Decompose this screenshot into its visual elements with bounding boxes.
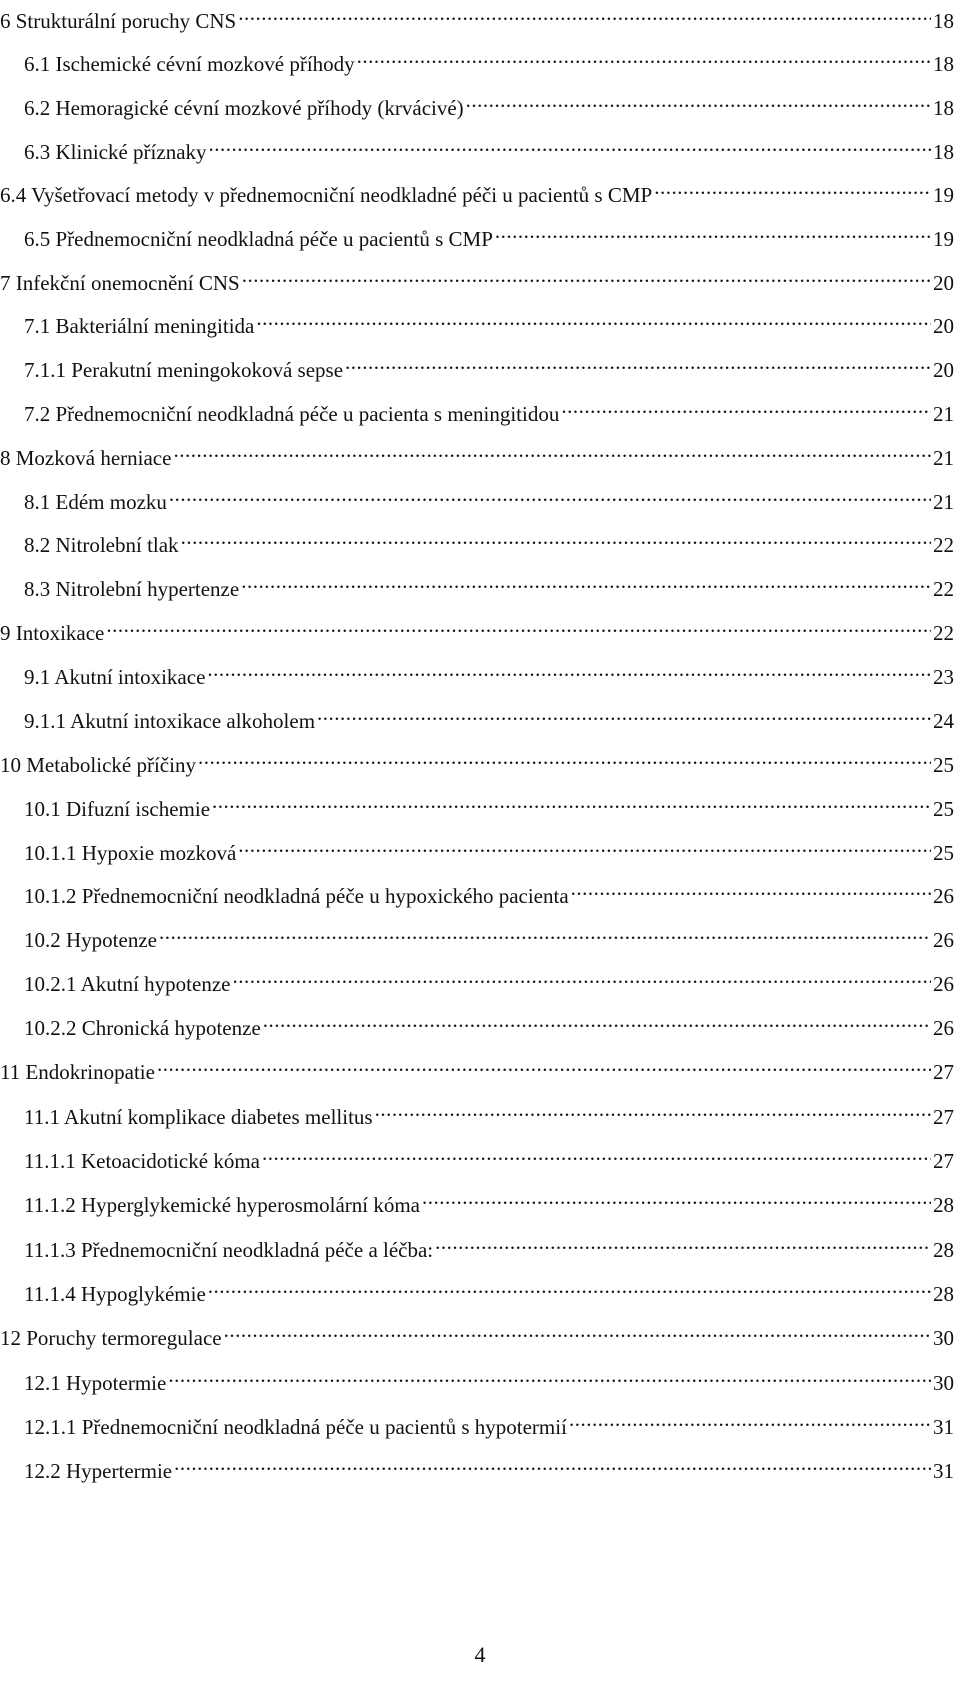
dot-leader — [435, 1227, 931, 1257]
toc-entry-title: 10 Metabolické příčiny — [0, 753, 196, 777]
toc-entry[interactable] — [0, 610, 960, 645]
toc-entry-title: 10.1 Difuzní ischemie — [24, 797, 211, 821]
dot-leader — [173, 435, 931, 465]
toc-entry[interactable] — [0, 1049, 960, 1084]
dot-leader — [212, 786, 931, 816]
page-number: 4 — [474, 1642, 486, 1667]
toc-entry[interactable] — [0, 1138, 960, 1173]
toc-entry-title: 8.1 Edém mozku — [24, 490, 167, 514]
dot-leader — [174, 1448, 931, 1478]
dot-leader — [571, 873, 931, 903]
toc-entry[interactable] — [0, 172, 960, 207]
toc-entry-title: 12 Poruchy termoregulace — [0, 1326, 222, 1350]
dot-leader — [345, 347, 931, 377]
toc-entry-page: 18 — [933, 52, 954, 76]
toc-entry-page: 22 — [933, 577, 954, 601]
dot-leader — [159, 917, 931, 947]
dot-leader — [561, 391, 931, 421]
toc-entry-title: 6.1 Ischemické cévní mozkové příhody — [24, 52, 355, 76]
toc-entry-page: 28 — [933, 1238, 954, 1262]
toc-entry-title: 10.1.2 Přednemocniční neodkladná péče u hypoxického pacienta — [24, 884, 569, 908]
dot-leader — [357, 41, 931, 71]
toc-entry-title: 10.2.2 Chronická hypotenze — [24, 1016, 261, 1040]
toc-entry[interactable] — [0, 303, 960, 338]
toc-entry-title: 9.1.1 Akutní intoxikace alkoholem — [24, 709, 316, 733]
toc-entry[interactable] — [0, 1094, 960, 1129]
toc-entry-title: 7.2 Přednemocniční neodkladná péče u pacienta s meningitidou — [24, 402, 560, 426]
dot-leader — [209, 129, 931, 159]
dot-leader — [242, 260, 931, 290]
toc-entry-title: 11 Endokrinopatie — [0, 1060, 155, 1084]
toc-entry[interactable] — [0, 1271, 960, 1306]
toc-entry[interactable] — [0, 566, 960, 601]
dot-leader — [317, 698, 931, 728]
toc-entry-page: 25 — [933, 753, 954, 777]
toc-entry-page: 28 — [933, 1282, 954, 1306]
toc-entry[interactable] — [0, 391, 960, 426]
dot-leader — [168, 1360, 931, 1390]
toc-entry[interactable] — [0, 347, 960, 382]
toc-entry-title: 10.2.1 Akutní hypotenze — [24, 972, 231, 996]
dot-leader — [256, 303, 931, 333]
toc-entry-title: 7.1 Bakteriální meningitida — [24, 314, 255, 338]
toc-entry-page: 30 — [933, 1326, 954, 1350]
toc-entry-page: 25 — [933, 797, 954, 821]
toc-entry[interactable] — [0, 41, 960, 76]
toc-entry-page: 27 — [933, 1105, 954, 1129]
toc-entry-title: 11.1.2 Hyperglykemické hyperosmolární kóma — [24, 1193, 420, 1217]
toc-entry-title: 10.2 Hypotenze — [24, 928, 157, 952]
toc-entry[interactable] — [0, 479, 960, 514]
toc-entry-page: 28 — [933, 1193, 954, 1217]
toc-entry[interactable] — [0, 873, 960, 908]
toc-entry-page: 26 — [933, 972, 954, 996]
dot-leader — [238, 830, 931, 860]
toc-entry-title: 12.2 Hypertermie — [24, 1459, 173, 1483]
dot-leader — [106, 610, 931, 640]
dot-leader — [495, 216, 931, 246]
toc-entry[interactable] — [0, 1360, 960, 1395]
toc-entry-title: 12.1 Hypotermie — [24, 1371, 167, 1395]
toc-entry-title: 6.3 Klinické příznaky — [24, 140, 207, 164]
toc-entry-page: 20 — [933, 314, 954, 338]
toc-entry-title: 7 Infekční onemocnění CNS — [0, 271, 240, 295]
toc-entry-page: 20 — [933, 271, 954, 295]
dot-leader — [375, 1094, 931, 1124]
toc-entry[interactable] — [0, 830, 960, 865]
toc-entry[interactable] — [0, 654, 960, 689]
toc-entry-page: 31 — [933, 1415, 954, 1439]
toc-entry-page: 26 — [933, 928, 954, 952]
toc-entry[interactable] — [0, 1404, 960, 1439]
toc-entry-page: 30 — [933, 1371, 954, 1395]
toc-entry-page: 20 — [933, 358, 954, 382]
toc-entry-title: 8 Mozková herniace — [0, 446, 172, 470]
toc-entry[interactable] — [0, 522, 960, 557]
toc-entry-title: 11.1.1 Ketoacidotické kóma — [24, 1149, 260, 1173]
dot-leader — [169, 479, 931, 509]
dot-leader — [262, 1138, 931, 1168]
dot-leader — [263, 1005, 931, 1035]
toc-entry-page: 18 — [933, 96, 954, 120]
toc-entry-page: 21 — [933, 446, 954, 470]
toc-entry[interactable] — [0, 1227, 960, 1262]
toc-entry-page: 18 — [933, 9, 954, 33]
toc-entry[interactable] — [0, 961, 960, 996]
toc-entry-title: 11.1.4 Hypoglykémie — [24, 1282, 206, 1306]
toc-entry-title: 12.1.1 Přednemocniční neodkladná péče u pacientů s hypotermií — [24, 1415, 567, 1439]
toc-entry-page: 27 — [933, 1149, 954, 1173]
toc-entry[interactable] — [0, 1315, 960, 1350]
toc-entry-page: 27 — [933, 1060, 954, 1084]
dot-leader — [208, 1271, 931, 1301]
toc-entry-title: 9 Intoxikace — [0, 621, 105, 645]
dot-leader — [422, 1182, 931, 1212]
toc-entry[interactable] — [0, 1448, 960, 1483]
dot-leader — [207, 654, 931, 684]
dot-leader — [157, 1049, 931, 1079]
toc-entry[interactable] — [0, 435, 960, 470]
dot-leader — [654, 172, 931, 202]
toc-entry-title: 10.1.1 Hypoxie mozková — [24, 841, 237, 865]
toc-entry-page: 18 — [933, 140, 954, 164]
toc-entry[interactable] — [0, 85, 960, 120]
toc-entry-title: 6.2 Hemoragické cévní mozkové příhody (krvácivé) — [24, 96, 464, 120]
toc-entry-title: 11.1 Akutní komplikace diabetes mellitus — [24, 1105, 373, 1129]
toc-entry-page: 19 — [933, 183, 954, 207]
toc-entry-page: 22 — [933, 533, 954, 557]
toc-entry-title: 6.4 Vyšetřovací metody v přednemocniční neodkladné péči u pacientů s CMP — [0, 183, 653, 207]
toc-entry-page: 26 — [933, 884, 954, 908]
toc-entry[interactable] — [0, 1005, 960, 1040]
dot-leader — [241, 566, 931, 596]
toc-entry[interactable] — [0, 917, 960, 952]
dot-leader — [181, 522, 931, 552]
dot-leader — [238, 0, 931, 28]
dot-leader — [466, 85, 931, 115]
toc-entry-title: 6 Strukturální poruchy CNS — [0, 9, 237, 33]
toc-entry[interactable] — [0, 1182, 960, 1217]
toc-entry[interactable] — [0, 0, 960, 33]
toc-entry-title: 7.1.1 Perakutní meningokoková sepse — [24, 358, 344, 382]
toc-entry-page: 21 — [933, 490, 954, 514]
toc-entry-page: 22 — [933, 621, 954, 645]
toc-entry[interactable] — [0, 698, 960, 733]
dot-leader — [232, 961, 931, 991]
toc-entry-title: 8.3 Nitrolební hypertenze — [24, 577, 240, 601]
dot-leader — [569, 1404, 931, 1434]
toc-entry-title: 6.5 Přednemocniční neodkladná péče u pacientů s CMP — [24, 227, 493, 251]
toc-entry[interactable] — [0, 786, 960, 821]
toc-entry-page: 26 — [933, 1016, 954, 1040]
toc-entry-page: 25 — [933, 841, 954, 865]
dot-leader — [198, 742, 931, 772]
toc-entry-page: 23 — [933, 665, 954, 689]
toc-entry-title: 11.1.3 Přednemocniční neodkladná péče a léčba: — [24, 1238, 434, 1262]
toc-entry[interactable] — [0, 216, 960, 251]
dot-leader — [224, 1315, 931, 1345]
toc-entry-page: 21 — [933, 402, 954, 426]
toc-entry-title: 8.2 Nitrolební tlak — [24, 533, 179, 557]
toc-entry[interactable] — [0, 129, 960, 164]
toc-entry-page: 31 — [933, 1459, 954, 1483]
toc-entry-page: 24 — [933, 709, 954, 733]
toc-entry[interactable] — [0, 260, 960, 295]
toc-entry-page: 19 — [933, 227, 954, 251]
toc-entry[interactable] — [0, 742, 960, 777]
toc-entry-title: 9.1 Akutní intoxikace — [24, 665, 206, 689]
